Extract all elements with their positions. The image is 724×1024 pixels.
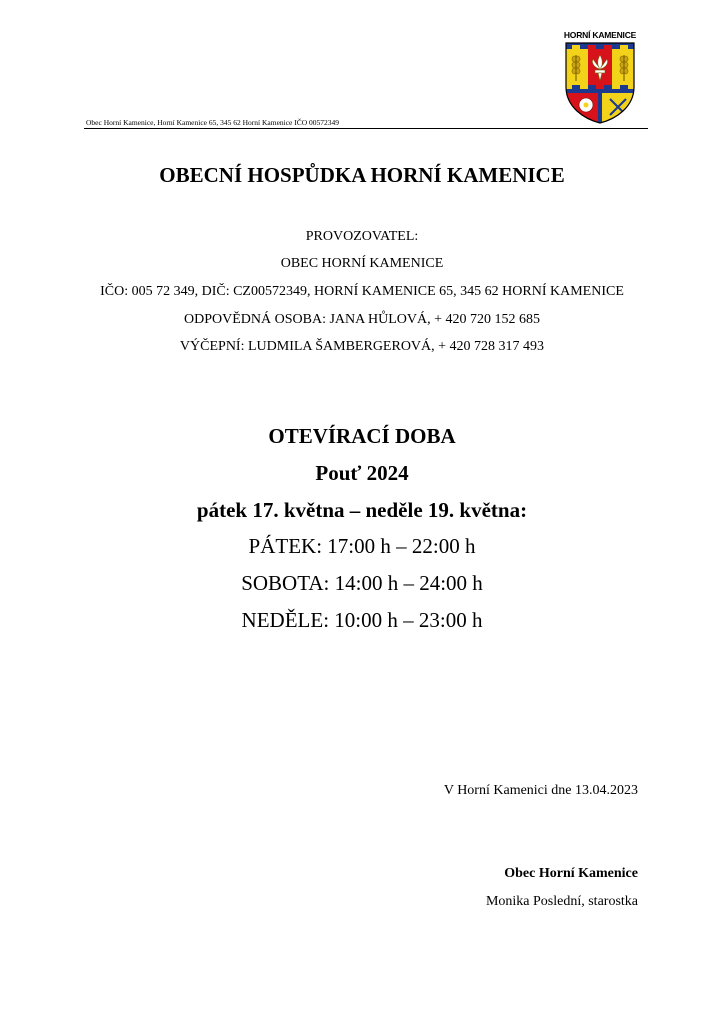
bartender: VÝČEPNÍ: LUDMILA ŠAMBERGEROVÁ, + 420 728 317 493 xyxy=(179,339,545,354)
operator-label: PROVOZOVATEL: xyxy=(305,229,419,244)
place-date: V Horní Kamenici dne 13.04.2023 xyxy=(443,783,638,798)
hours-saturday: SOBOTA: 14:00 h – 24:00 h xyxy=(241,571,483,595)
operator-ids: IČO: 005 72 349, DIČ: CZ00572349, HORNÍ KAMENICE 65, 345 62 HORNÍ KAMENICE xyxy=(100,284,624,299)
document-title: OBECNÍ HOSPŮDKA HORNÍ KAMENICE xyxy=(159,163,565,187)
crest-label: HORNÍ KAMENICE xyxy=(563,30,637,40)
hours-friday: PÁTEK: 17:00 h – 22:00 h xyxy=(248,534,476,558)
responsible-person: ODPOVĚDNÁ OSOBA: JANA HŮLOVÁ, + 420 720 152 685 xyxy=(184,312,540,327)
header-address: Obec Horní Kamenice, Horní Kamenice 65, 345 62 Horní Kamenice IČO 00572349 xyxy=(86,118,340,127)
rose-icon xyxy=(579,98,593,112)
operator-name: OBEC HORNÍ KAMENICE xyxy=(280,256,444,271)
event-name: Pouť 2024 xyxy=(315,461,409,485)
signatory: Monika Poslední, starostka xyxy=(485,894,638,909)
header-divider xyxy=(84,128,648,129)
hours-sunday: NEDĚLE: 10:00 h – 23:00 h xyxy=(241,608,483,632)
crest-shield-icon xyxy=(564,41,636,125)
opening-hours-heading: OTEVÍRACÍ DOBA xyxy=(268,424,456,448)
event-period: pátek 17. května – neděle 19. května: xyxy=(196,498,528,522)
coat-of-arms xyxy=(560,30,640,126)
signature-org: Obec Horní Kamenice xyxy=(504,866,638,881)
